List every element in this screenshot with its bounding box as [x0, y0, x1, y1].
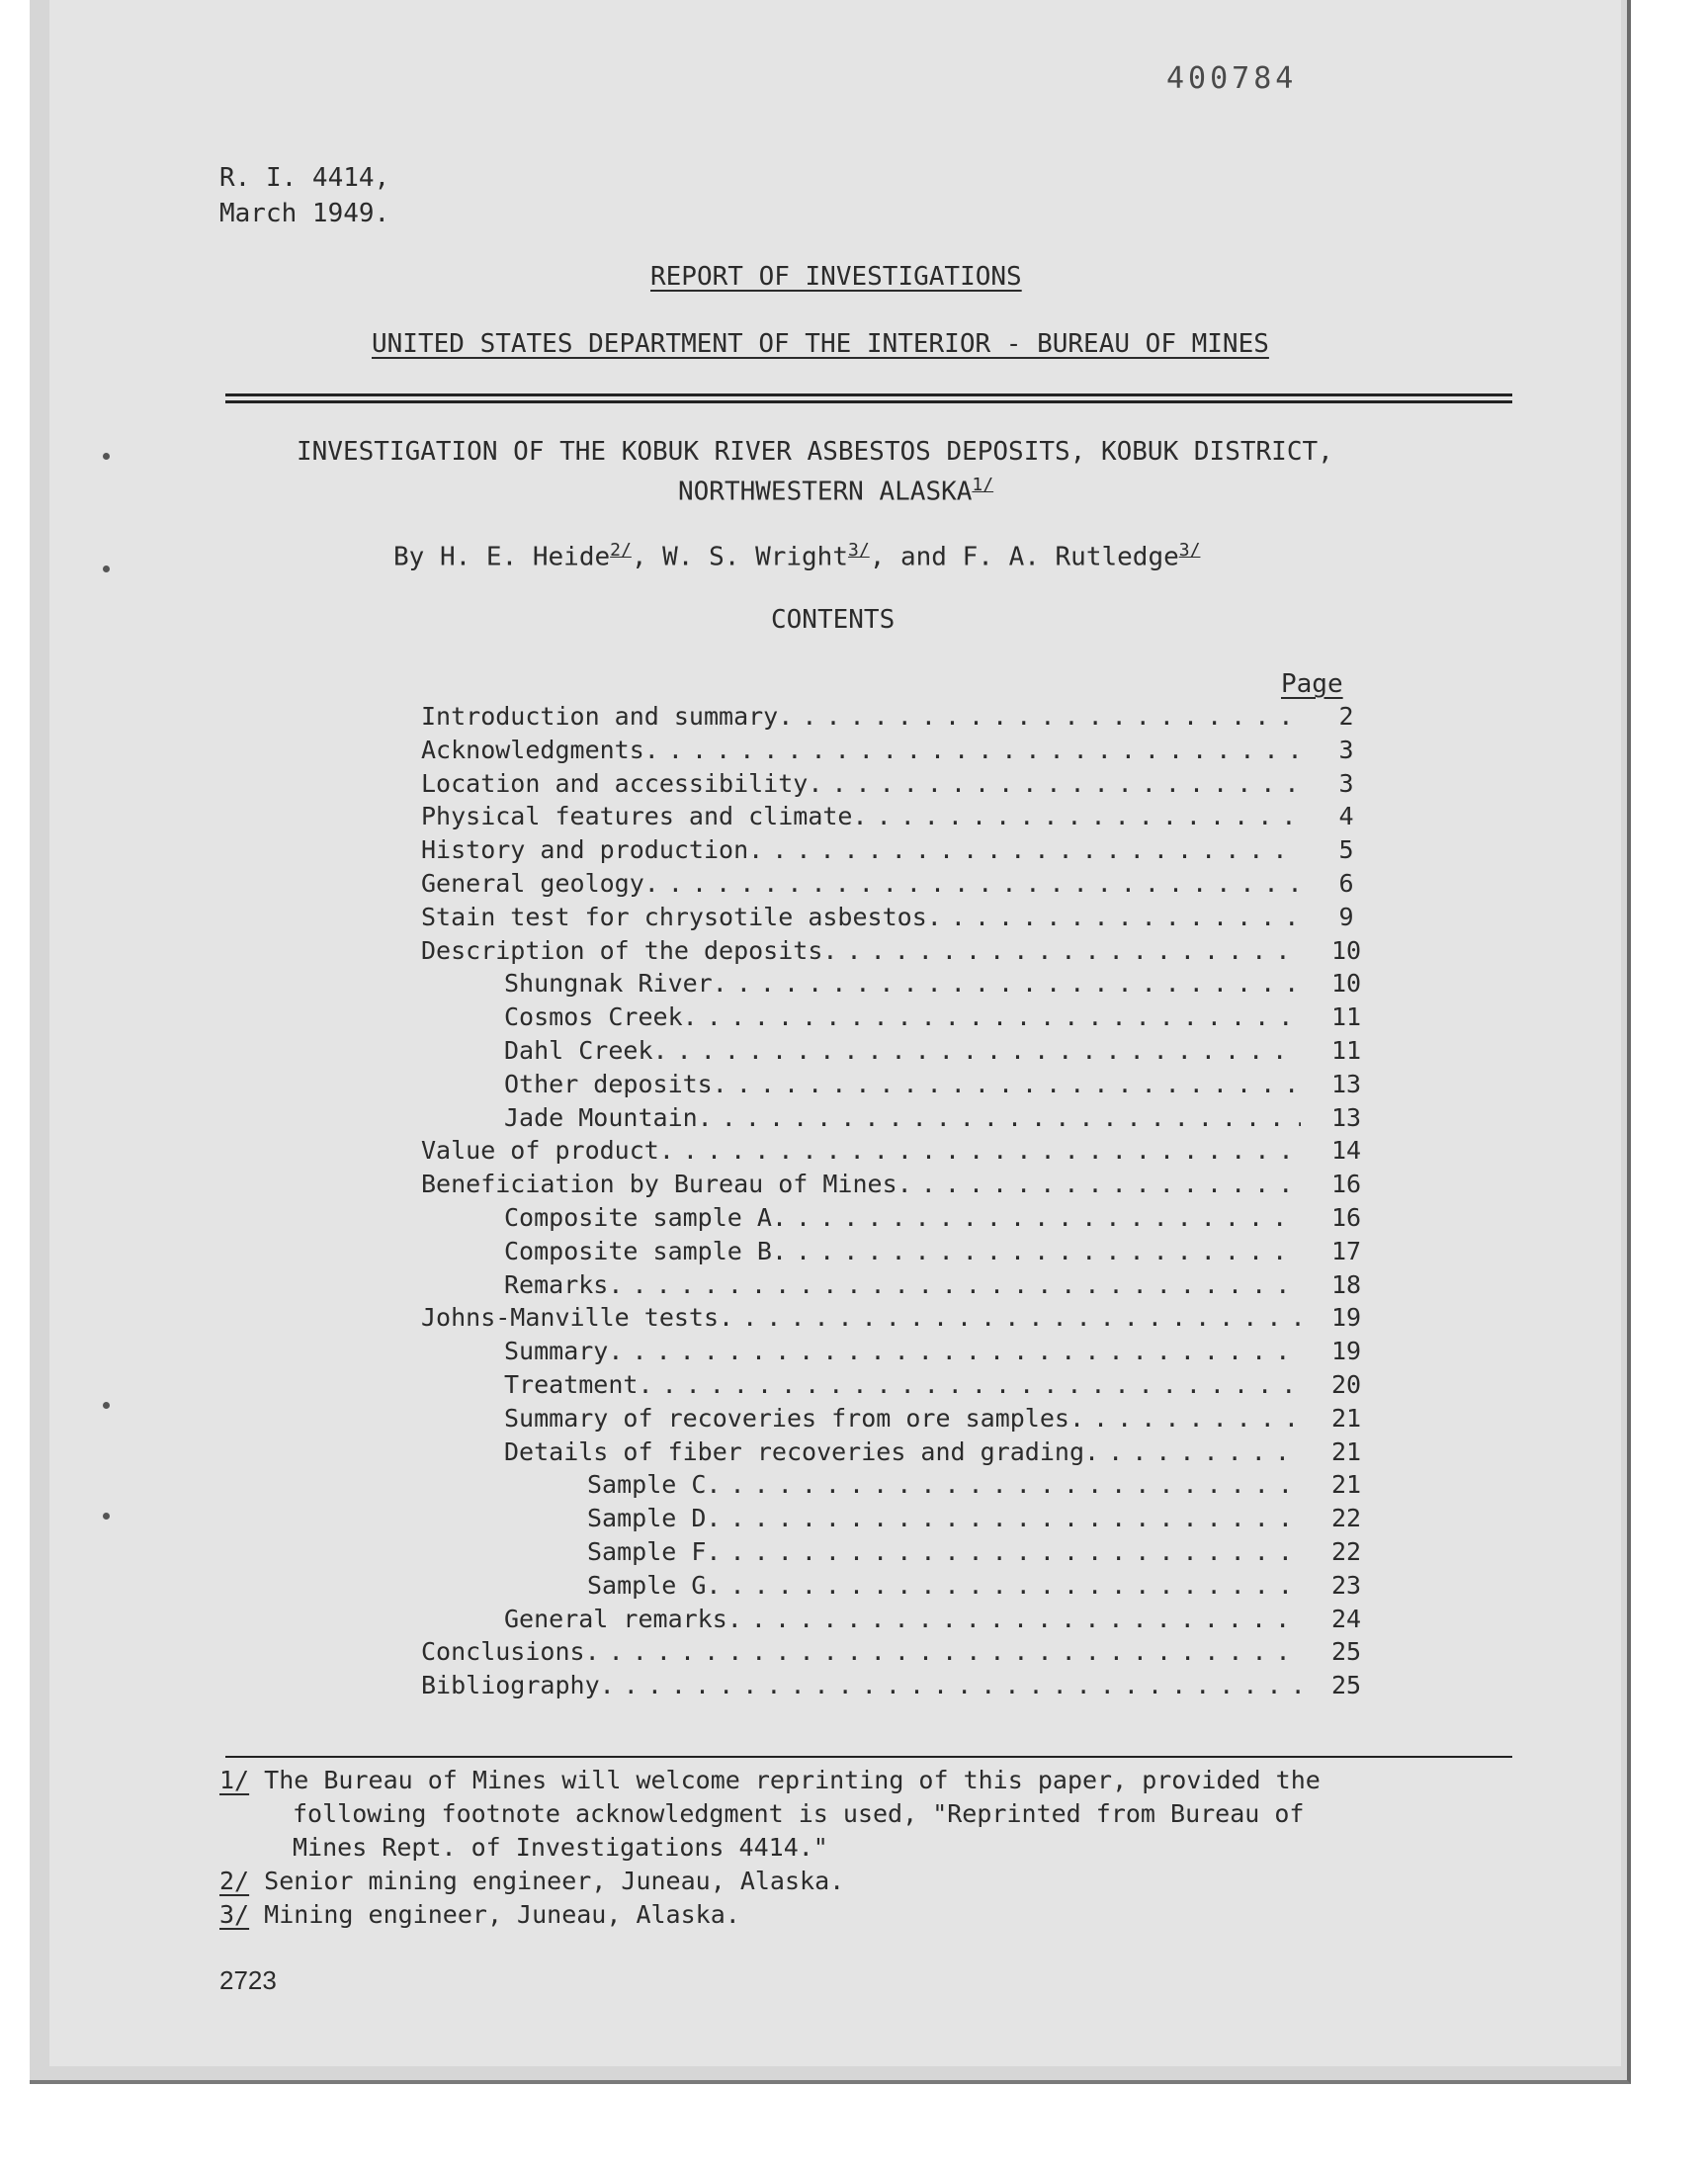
toc-entry — [421, 1637, 1301, 1667]
toc-entry-label: Dahl Creek — [504, 1036, 653, 1065]
toc-entry-page: 21 — [1330, 1403, 1362, 1433]
toc-leader-dots — [698, 1103, 1301, 1133]
toc-leader-dots — [853, 802, 1302, 831]
toc-entry — [421, 835, 1301, 865]
toc-entry-page: 10 — [1330, 969, 1362, 999]
toc-entry-label: Sample D — [587, 1504, 707, 1533]
toc-entry — [504, 1404, 1301, 1434]
toc-entry — [504, 1070, 1301, 1099]
toc-entry-page: 13 — [1330, 1069, 1362, 1098]
toc-entry — [421, 769, 1301, 799]
series-title: REPORT OF INVESTIGATIONS — [650, 262, 1022, 292]
toc-leader-dots — [713, 969, 1301, 999]
toc-entry-label: Johns-Manville tests — [421, 1303, 720, 1333]
toc-entry — [421, 869, 1301, 899]
toc-entry-page: 9 — [1338, 902, 1354, 931]
department-line: UNITED STATES DEPARTMENT OF THE INTERIOR - BUREAU OF MINES — [372, 329, 1269, 359]
toc-entry-label: Shungnak River — [504, 969, 713, 999]
toc-entry-label: Summary of recoveries from ore samples — [504, 1403, 1069, 1433]
toc-entry-label: Treatment — [504, 1370, 639, 1399]
toc-entry-page: 14 — [1330, 1136, 1362, 1166]
document-sheet — [30, 0, 1631, 2084]
scan-dot — [103, 1402, 110, 1409]
scan-dot — [103, 453, 110, 460]
toc-entry-page: 24 — [1330, 1604, 1362, 1633]
toc-entry — [504, 1337, 1301, 1366]
toc-entry-label: History and production — [421, 835, 749, 865]
toc-entry-label: Sample F — [587, 1537, 707, 1566]
footnote-1-line2: following footnote acknowledgment is used, "Reprinted from Bureau of — [293, 1799, 1305, 1828]
toc-entry — [421, 802, 1301, 831]
toc-entry-page: 19 — [1330, 1337, 1362, 1366]
toc-entry — [421, 903, 1301, 932]
footnote-2-text: Senior mining engineer, Juneau, Alaska. — [264, 1867, 845, 1895]
report-ref-line1: R. I. 4414, — [219, 163, 390, 193]
toc-entry-page: 11 — [1330, 1002, 1362, 1032]
toc-entry-page: 18 — [1330, 1269, 1362, 1299]
toc-entry — [421, 1671, 1301, 1700]
toc-entry-page: 4 — [1338, 802, 1354, 831]
author-1-note: 2/ — [610, 540, 632, 561]
toc-entry — [587, 1470, 1301, 1500]
toc-leader-dots — [808, 769, 1301, 799]
toc-entry — [421, 1303, 1301, 1333]
toc-entry — [504, 1237, 1301, 1266]
toc-entry-page: 2 — [1338, 702, 1354, 731]
toc-entry-page: 25 — [1330, 1637, 1362, 1667]
toc-leader-dots — [608, 1270, 1301, 1300]
toc-leader-dots — [772, 1237, 1301, 1266]
scan-dot — [103, 566, 110, 572]
toc-leader-dots — [772, 1203, 1301, 1233]
title-line1: INVESTIGATION OF THE KOBUK RIVER ASBESTOS DEPOSITS, KOBUK DISTRICT, — [297, 437, 1333, 467]
toc-entry — [504, 1036, 1301, 1066]
toc-leader-dots — [1069, 1404, 1301, 1434]
toc-entry-label: Other deposits — [504, 1069, 713, 1098]
toc-entry-label: General geology — [421, 869, 644, 898]
toc-entry — [504, 969, 1301, 999]
toc-entry-label: Conclusions — [421, 1637, 585, 1667]
toc-entry-label: Stain test for chrysotile asbestos — [421, 902, 927, 931]
footnote-rule — [225, 1756, 1512, 1758]
toc-entry-page: 17 — [1330, 1236, 1362, 1265]
toc-entry-page: 16 — [1330, 1170, 1362, 1199]
toc-entry — [421, 1170, 1301, 1199]
toc-entry-page: 5 — [1338, 835, 1354, 865]
toc-entry — [587, 1504, 1301, 1533]
footnote-3-text: Mining engineer, Juneau, Alaska. — [264, 1900, 740, 1929]
toc-leader-dots — [683, 1002, 1301, 1032]
toc-entry — [504, 1002, 1301, 1032]
toc-entry-page: 22 — [1330, 1504, 1362, 1533]
toc-entry-label: Composite sample A — [504, 1203, 772, 1232]
toc-entry-page: 6 — [1338, 869, 1354, 898]
toc-leader-dots — [706, 1571, 1301, 1601]
toc-leader-dots — [706, 1537, 1301, 1567]
author-1: By H. E. Heide — [393, 542, 611, 572]
author-3-note: 3/ — [1178, 540, 1201, 561]
toc-leader-dots — [719, 1303, 1301, 1333]
toc-entry-page: 3 — [1338, 768, 1354, 798]
toc-entry-page: 25 — [1330, 1671, 1362, 1700]
toc-entry-label: Bibliography — [421, 1671, 600, 1700]
toc-entry-label: Value of product — [421, 1136, 659, 1166]
toc-leader-dots — [653, 1036, 1301, 1066]
toc-entry-page: 21 — [1330, 1470, 1362, 1500]
toc-leader-dots — [748, 835, 1301, 865]
authors-line — [393, 534, 1200, 574]
toc-entry — [504, 1203, 1301, 1233]
toc-entry — [504, 1103, 1301, 1133]
toc-leader-dots — [706, 1470, 1301, 1500]
toc-entry — [587, 1537, 1301, 1567]
title-line2-text: NORTHWESTERN ALASKA — [678, 477, 973, 507]
toc-entry-page: 11 — [1330, 1036, 1362, 1065]
toc-entry-page: 13 — [1330, 1102, 1362, 1132]
toc-entry-label: Jade Mountain — [504, 1102, 698, 1132]
toc-entry-page: 20 — [1330, 1370, 1362, 1399]
author-2: , W. S. Wright — [631, 542, 848, 572]
toc-leader-dots — [659, 1136, 1301, 1166]
toc-leader-dots — [608, 1337, 1301, 1366]
toc-entry-page: 3 — [1338, 735, 1354, 764]
toc-entry — [504, 1370, 1301, 1400]
toc-entry — [421, 1136, 1301, 1166]
contents-heading: CONTENTS — [771, 605, 896, 635]
toc-entry — [587, 1571, 1301, 1601]
scan-dot — [103, 1513, 110, 1520]
toc-leader-dots — [585, 1637, 1301, 1667]
toc-leader-dots — [713, 1070, 1301, 1099]
page-column-heading: Page — [1281, 669, 1343, 699]
footnote-3 — [219, 1898, 740, 1932]
toc-leader-dots — [778, 702, 1301, 732]
toc-entry-label: Physical features and climate — [421, 802, 853, 831]
toc-entry-page: 21 — [1330, 1436, 1362, 1466]
toc-entry-page: 16 — [1330, 1203, 1362, 1232]
document-page — [49, 0, 1621, 2066]
page-code: 2723 — [219, 1965, 277, 1995]
toc-entry — [504, 1605, 1301, 1634]
toc-entry-page: 23 — [1330, 1570, 1362, 1600]
toc-entry — [504, 1437, 1301, 1467]
header-double-rule — [225, 393, 1512, 403]
toc-leader-dots — [600, 1671, 1301, 1700]
footnote-1 — [219, 1764, 1321, 1797]
toc-leader-dots — [727, 1605, 1301, 1634]
toc-leader-dots — [638, 1370, 1301, 1400]
footnote-2-mark: 2/ — [219, 1867, 250, 1895]
toc-entry-label: Location and accessibility — [421, 768, 809, 798]
toc-entry-label: Composite sample B — [504, 1236, 772, 1265]
footnote-2 — [219, 1865, 844, 1898]
toc-entry-page: 19 — [1330, 1303, 1362, 1333]
author-2-note: 3/ — [848, 540, 870, 561]
stamp-number: 400784 — [1166, 61, 1298, 96]
footnote-1-line1: The Bureau of Mines will welcome reprinting of this paper, provided the — [264, 1766, 1321, 1794]
toc-entry-page: 22 — [1330, 1537, 1362, 1566]
toc-entry-label: Description of the deposits — [421, 935, 823, 965]
toc-entry — [421, 736, 1301, 765]
toc-entry-label: Sample G — [587, 1570, 707, 1600]
footnote-3-mark: 3/ — [219, 1900, 250, 1929]
toc-leader-dots — [927, 903, 1301, 932]
toc-leader-dots — [1084, 1437, 1301, 1467]
author-3: , and F. A. Rutledge — [869, 542, 1179, 572]
toc-entry-label: General remarks — [504, 1604, 727, 1633]
toc-entry — [504, 1270, 1301, 1300]
toc-entry — [421, 936, 1301, 966]
toc-entry-label: Sample C — [587, 1470, 707, 1500]
toc-entry-page: 10 — [1330, 935, 1362, 965]
toc-leader-dots — [644, 736, 1301, 765]
toc-entry-label: Details of fiber recoveries and grading — [504, 1436, 1084, 1466]
toc-leader-dots — [822, 936, 1301, 966]
toc-entry-label: Introduction and summary — [421, 702, 779, 731]
toc-entry-label: Cosmos Creek — [504, 1002, 683, 1032]
toc-entry-label: Remarks — [504, 1269, 609, 1299]
toc-leader-dots — [644, 869, 1301, 899]
title-line2 — [678, 469, 993, 509]
footnote-1-mark: 1/ — [219, 1766, 250, 1794]
toc-entry — [421, 702, 1301, 732]
toc-entry-label: Summary — [504, 1337, 609, 1366]
toc-entry-label: Acknowledgments — [421, 735, 644, 764]
report-ref-line2: March 1949. — [219, 199, 390, 228]
toc-leader-dots — [706, 1504, 1301, 1533]
footnote-1-line3: Mines Rept. of Investigations 4414." — [293, 1833, 828, 1862]
toc-entry-label: Beneficiation by Bureau of Mines — [421, 1170, 897, 1199]
title-footnote-ref: 1/ — [972, 475, 994, 495]
toc-leader-dots — [897, 1170, 1301, 1199]
